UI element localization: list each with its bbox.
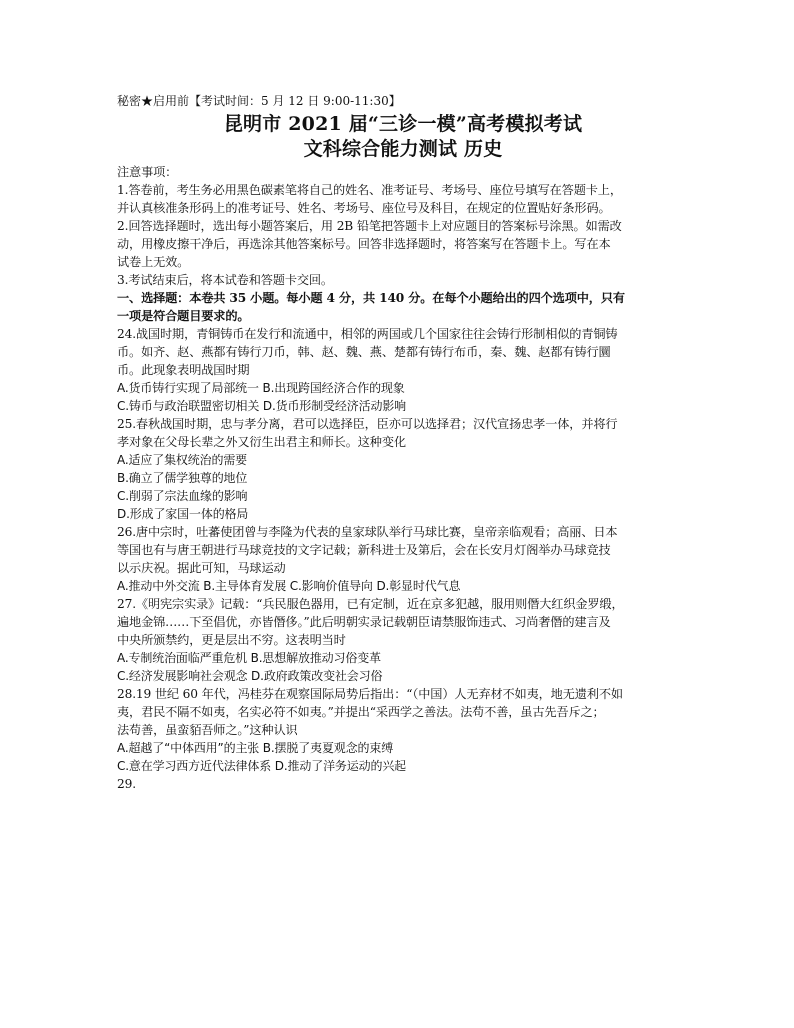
- question-text-line: 27.《明宪宗实录》记载：“兵民服色器用，已有定制，近在京多犯越，服用则僭大红织金罗缎，: [117, 597, 624, 611]
- question-24: [117, 325, 689, 415]
- exam-title: 昆明市 2021 届“三诊一模”高考模拟考试: [223, 113, 583, 135]
- question-text-line: 等国也有与唐王朝进行马球竞技的文字记载；新科进士及第后，会在长安月灯阁举办马球竞技: [117, 543, 611, 557]
- option-line: C.经济发展影响社会观念 D.政府政策改变社会习俗: [117, 669, 383, 683]
- notice-item-3: 3.考试结束后，将本试卷和答题卡交回。: [117, 273, 333, 287]
- secret-line: 秘密★启用前【考试时间：5 月 12 日 9:00-11:30】: [117, 94, 401, 108]
- question-text-line: 法苟善，虽蛮貊吾师之。”这种认识: [117, 723, 298, 737]
- option-line: A.推动中外交流 B.主导体育发展 C.影响价值导向 D.彰显时代气息: [117, 579, 461, 593]
- question-text-line: 币。如齐、赵、燕都有铸行刀币，韩、赵、魏、燕、楚都有铸行布币，秦、魏、赵都有铸行圜: [117, 345, 611, 359]
- option-line: A.超越了“中体西用”的主张 B.摆脱了夷夏观念的束缚: [117, 741, 394, 755]
- option-line: C.铸币与政治联盟密切相关 D.货币形制受经济活动影响: [117, 399, 407, 413]
- option-line: A.适应了集权统治的需要: [117, 453, 248, 467]
- option-line: C.削弱了宗法血缘的影响: [117, 489, 248, 503]
- notice-item-2-line-1: 2.回答选择题时，选出每小题答案后，用 2B 铅笔把答题卡上对应题目的答案标号涂黑。如需改: [117, 219, 622, 233]
- notice-item-2-line-2: 动，用橡皮擦干净后，再选涂其他答案标号。回答非选择题时，将答案写在答题卡上。写在本: [117, 237, 611, 251]
- option-line: A.专制统治面临严重危机 B.思想解放推动习俗变革: [117, 651, 381, 665]
- question-29: [117, 775, 689, 793]
- question-text-line: 28.19 世纪 60 年代，冯桂芬在观察国际局势后指出：“（中国）人无弃材不如夷，地无遗利不如: [117, 687, 623, 701]
- question-text-line: 中央所颁禁约，更是层出不穷。这表明当时: [117, 633, 346, 647]
- notice-item-1-line-2: 并认真核准条形码上的准考证号、姓名、考场号、座位号及科目，在规定的位置贴好条形码。: [117, 201, 611, 215]
- section-heading-line-1: 一、选择题：本卷共 35 小题。每小题 4 分，共 140 分。在每个小题给出的四个选项中，只有: [117, 291, 625, 305]
- option-line: B.确立了儒学独尊的地位: [117, 471, 248, 485]
- section-heading-line-2: 一项是符合题目要求的。: [117, 309, 250, 323]
- exam-subtitle: 文科综合能力测试 历史: [303, 138, 503, 160]
- option-line: A.货币铸行实现了局部统一 B.出现跨国经济合作的现象: [117, 381, 405, 395]
- question-number: 29.: [117, 777, 136, 791]
- exam-page: [117, 92, 689, 793]
- question-text-line: 遍地金锦……下至倡优，亦皆僭侈。”此后明朝实录记载朝臣请禁服饰违式、习尚奢僭的建言及: [117, 615, 611, 629]
- question-text-line: 25.春秋战国时期，忠与孝分离，君可以选择臣，臣亦可以选择君；汉代宣扬忠孝一体，并将行: [117, 417, 618, 431]
- question-text-line: 夷，君民不隔不如夷，名实必符不如夷。”并提出“采西学之善法。法苟不善，虽古先吾斥之；: [117, 705, 605, 719]
- question-text-line: 币。此现象表明战国时期: [117, 363, 250, 377]
- section-heading: [117, 289, 689, 325]
- question-text-line: 24.战国时期，青铜铸币在发行和流通中，相邻的两国或几个国家往往会铸行形制相似的青铜铸: [117, 327, 618, 341]
- question-28: [117, 685, 689, 775]
- question-text-line: 孝对象在父母长辈之外又衍生出君主和师长。这种变化: [117, 435, 406, 449]
- option-line: C.意在学习西方近代法律体系 D.推动了洋务运动的兴起: [117, 759, 407, 773]
- notice-item-1-line-1: 1.答卷前，考生务必用黑色碳素笔将自己的姓名、准考证号、考场号、座位号填写在答题卡上，: [117, 183, 622, 197]
- question-text-line: 26.唐中宗时，吐蕃使团曾与李隆为代表的皇家球队举行马球比赛，皇帝亲临观看；高丽、日本: [117, 525, 618, 539]
- question-26: [117, 523, 689, 595]
- question-25: [117, 415, 689, 523]
- notice-block: [117, 163, 689, 289]
- notice-item-2-line-3: 试卷上无效。: [117, 255, 190, 269]
- notice-heading: 注意事项：: [117, 165, 178, 179]
- question-text-line: 以示庆祝。据此可知，马球运动: [117, 561, 286, 575]
- option-line: D.形成了家国一体的格局: [117, 507, 249, 521]
- question-27: [117, 595, 689, 685]
